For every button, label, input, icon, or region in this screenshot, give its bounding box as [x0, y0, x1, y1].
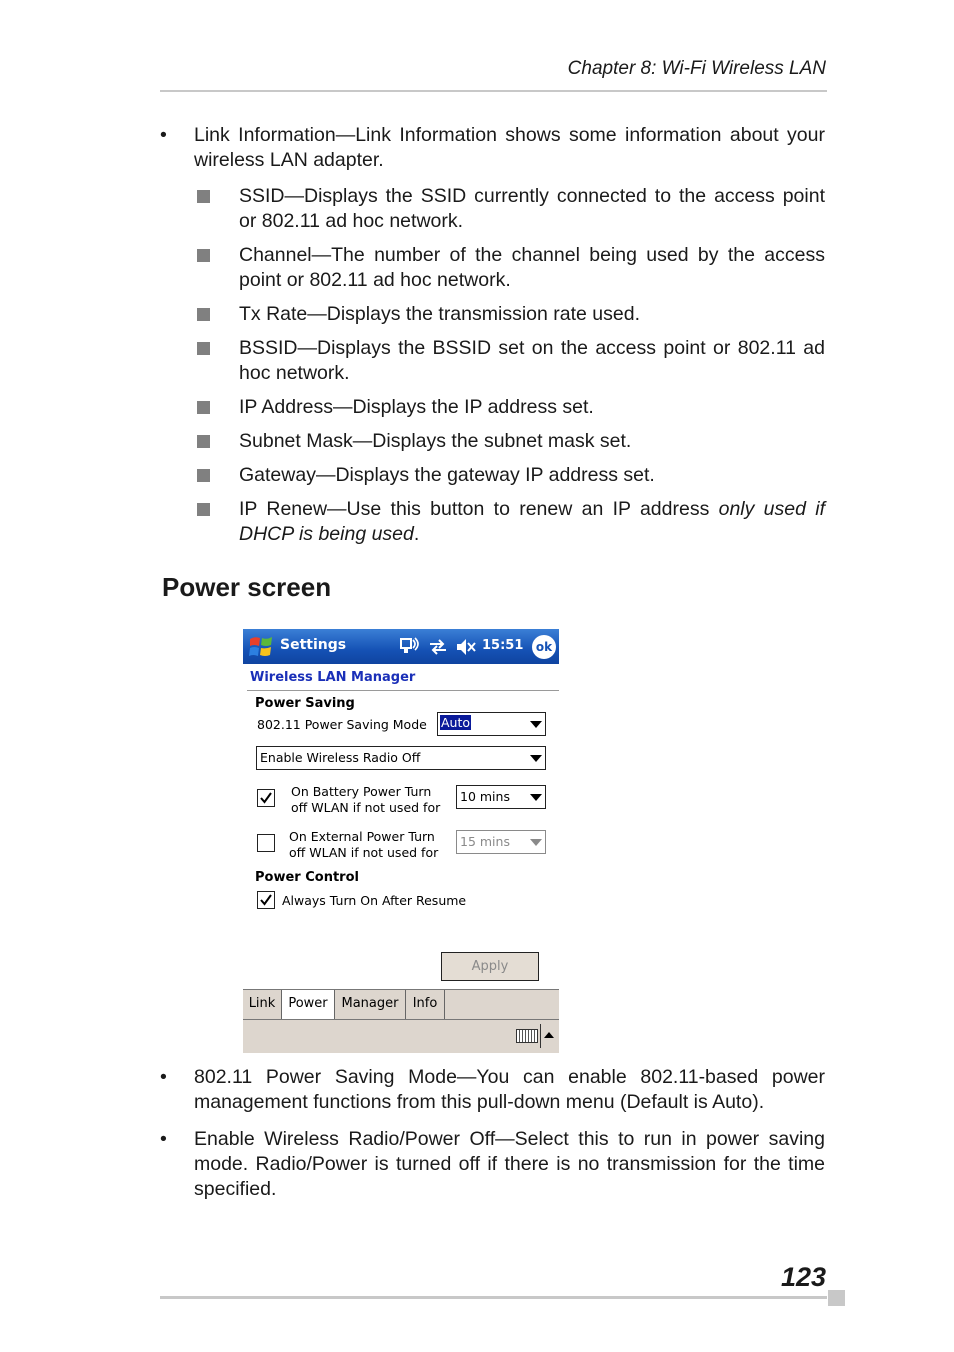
- checkmark-icon: [259, 791, 273, 805]
- dropdown-arrow-icon[interactable]: [530, 755, 542, 762]
- windows-start-icon[interactable]: [247, 633, 275, 661]
- clock-time[interactable]: 15:51: [482, 638, 524, 653]
- external-timeout-dropdown[interactable]: [456, 830, 546, 854]
- sub-item-gateway: [196, 463, 825, 488]
- square-bullet: [197, 503, 210, 516]
- sub-item-text: IP Address—Displays the IP address set.: [239, 396, 594, 418]
- square-bullet: [197, 249, 210, 262]
- bullet-dot: •: [160, 1066, 167, 1088]
- dropdown-arrow-icon[interactable]: [530, 839, 542, 846]
- ip-renew-italic: only used if DHCP is being used: [239, 498, 825, 545]
- chapter-header: Chapter 8: Wi-Fi Wireless LAN: [567, 58, 826, 79]
- heading-divider: [247, 690, 559, 691]
- power-screen-screenshot: [243, 629, 559, 1053]
- square-bullet: [197, 401, 210, 414]
- command-bar: [243, 1019, 559, 1053]
- bullet-enable-wireless-radio: [160, 1127, 825, 1202]
- dropdown-arrow-icon[interactable]: [530, 721, 542, 728]
- always-on-label: Always Turn On After Resume: [282, 893, 467, 908]
- battery-power-label-2: off WLAN if not used for: [291, 800, 441, 815]
- square-bullet: [197, 469, 210, 482]
- sub-item-text: Gateway—Displays the gateway IP address set.: [239, 464, 655, 486]
- command-bar-separator: [540, 1024, 541, 1048]
- footer-divider: [160, 1296, 827, 1299]
- dropdown-value: Enable Wireless Radio Off: [260, 750, 421, 765]
- header-divider: [160, 90, 827, 92]
- square-bullet: [197, 190, 210, 203]
- sub-item-tx-rate: [196, 302, 825, 327]
- volume-muted-icon[interactable]: [455, 636, 477, 658]
- sub-item-ssid: [196, 184, 825, 234]
- bullet-dot: •: [160, 124, 167, 146]
- page-number: 123: [780, 1262, 826, 1292]
- tab-info[interactable]: Info: [406, 990, 445, 1019]
- ok-button[interactable]: ok: [532, 635, 556, 659]
- input-panel-arrow-icon[interactable]: [544, 1032, 554, 1038]
- tab-link[interactable]: Link: [243, 990, 282, 1019]
- dropdown-arrow-icon[interactable]: [530, 794, 542, 801]
- battery-power-checkbox[interactable]: [257, 789, 275, 807]
- wireless-radio-dropdown[interactable]: [256, 746, 546, 770]
- section-title: Power screen: [162, 572, 332, 602]
- sub-item-subnet-mask: [196, 429, 825, 454]
- square-bullet: [197, 342, 210, 355]
- sub-item-channel: [196, 243, 825, 293]
- battery-timeout-dropdown[interactable]: [456, 785, 546, 809]
- tab-manager[interactable]: Manager: [335, 990, 406, 1019]
- dropdown-value: Auto: [441, 715, 471, 730]
- title-bar: [243, 629, 559, 664]
- keyboard-icon[interactable]: [516, 1029, 538, 1043]
- app-title: Settings: [280, 637, 347, 653]
- bullet-text: Enable Wireless Radio/Power Off—Select this to run in power saving mode. Radio/Power is turned off if there is no transmission for the time specified.: [194, 1128, 825, 1200]
- checkmark-icon: [259, 893, 273, 907]
- apply-button[interactable]: Apply: [441, 952, 539, 981]
- footer-square: [828, 1290, 845, 1306]
- always-on-checkbox[interactable]: [257, 891, 275, 909]
- dropdown-value: 10 mins: [460, 789, 510, 804]
- external-power-label-2: off WLAN if not used for: [289, 845, 439, 860]
- square-bullet: [197, 435, 210, 448]
- connectivity-icon[interactable]: [427, 636, 449, 658]
- sub-item-text: SSID—Displays the SSID currently connected to the access point or 802.11 ad hoc network.: [239, 185, 825, 232]
- bullet-dot: •: [160, 1128, 167, 1150]
- sub-item-text: Subnet Mask—Displays the subnet mask set.: [239, 430, 632, 452]
- sub-item-text: [239, 497, 825, 547]
- sub-item-text: Tx Rate—Displays the transmission rate used.: [239, 303, 640, 325]
- sub-item-text: BSSID—Displays the BSSID set on the access point or 802.11 ad hoc network.: [239, 337, 825, 384]
- square-bullet: [197, 308, 210, 321]
- sub-item-ip-renew: [196, 497, 825, 547]
- power-saving-mode-label: 802.11 Power Saving Mode: [257, 717, 427, 732]
- network-status-icon[interactable]: [399, 636, 421, 658]
- sub-item-bssid: [196, 336, 825, 386]
- tab-power[interactable]: Power: [282, 990, 335, 1019]
- bullet-text: Link Information—Link Information shows some information about your wireless LAN adapter.: [194, 124, 825, 171]
- ip-renew-text: IP Renew—Use this button to renew an IP address: [239, 498, 719, 520]
- external-power-label-1: On External Power Turn: [289, 829, 435, 844]
- dropdown-value: 15 mins: [460, 834, 510, 849]
- screen-heading: Wireless LAN Manager: [250, 670, 416, 685]
- sub-item-text: Channel—The number of the channel being used by the access point or 802.11 ad hoc network.: [239, 244, 825, 291]
- sub-item-ip-address: [196, 395, 825, 420]
- bullet-power-saving-mode: [160, 1065, 825, 1115]
- tab-bar: [243, 989, 559, 1019]
- power-saving-label: Power Saving: [255, 696, 355, 711]
- bullet-text: 802.11 Power Saving Mode—You can enable 802.11-based power management functions from this pull-down menu (Default is Auto).: [194, 1066, 825, 1113]
- ip-renew-end: .: [413, 523, 420, 545]
- power-saving-mode-dropdown[interactable]: [437, 712, 546, 736]
- battery-power-label-1: On Battery Power Turn: [291, 784, 432, 799]
- power-control-label: Power Control: [255, 870, 359, 885]
- external-power-checkbox[interactable]: [257, 834, 275, 852]
- bullet-link-information: [160, 123, 825, 173]
